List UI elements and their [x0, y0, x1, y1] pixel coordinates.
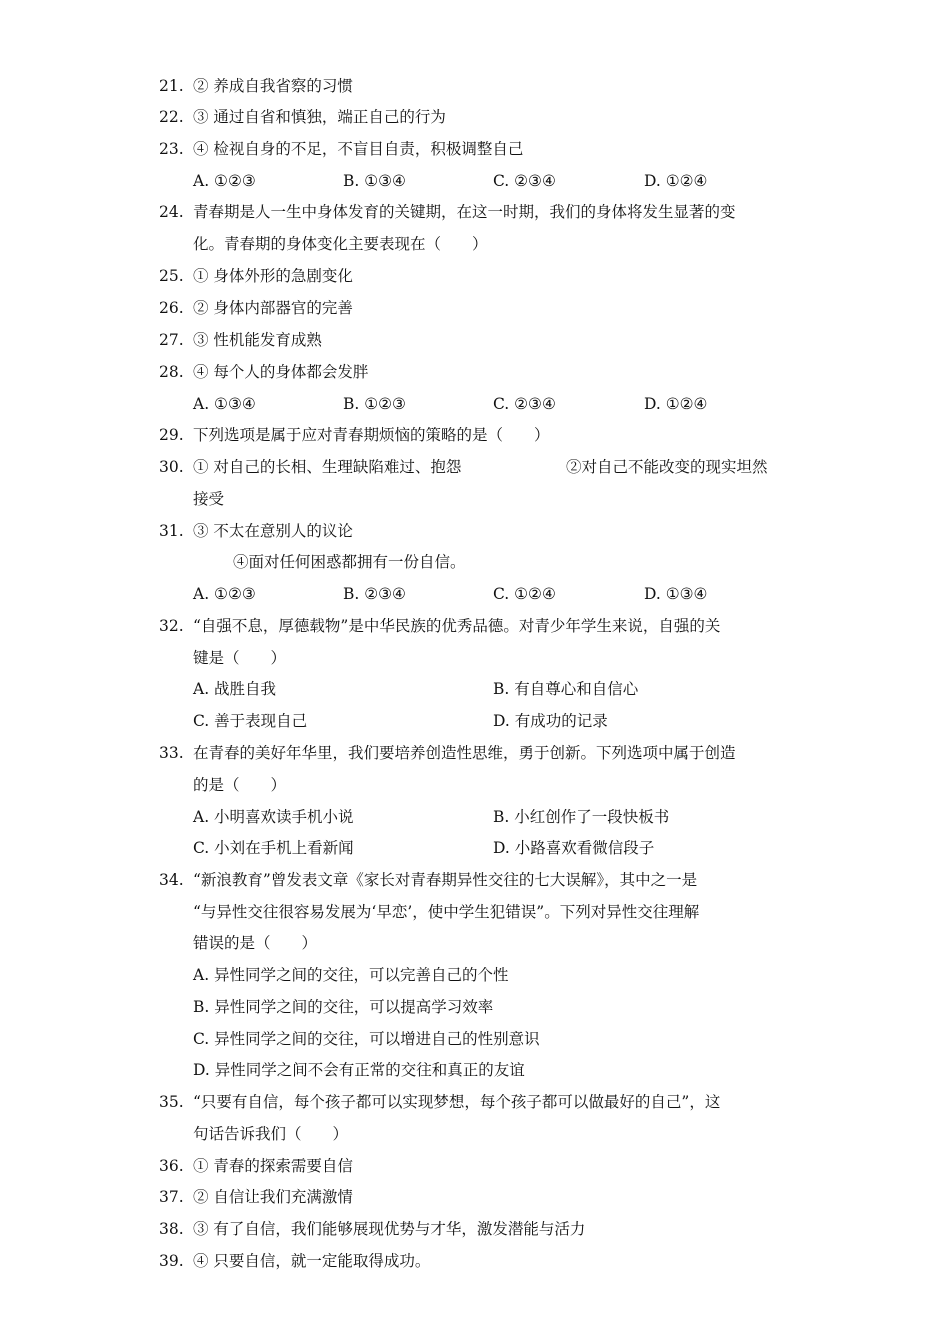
- line-text: ② 自信让我们充满激情: [193, 1188, 353, 1206]
- line-number: 26.: [159, 299, 184, 317]
- options-row-31: [0, 582, 950, 606]
- line-number: 31.: [159, 522, 184, 540]
- line-text: 在青春的美好年华里，我们要培养创造性思维，勇于创新。下列选项中属于创造: [193, 744, 736, 762]
- option-a: A. 战胜自我: [193, 680, 277, 698]
- option-a: A. ①③④: [193, 395, 256, 413]
- question-line-31-cont: [0, 550, 950, 574]
- line-text: 下列选项是属于应对青春期烦恼的策略的是（ ）: [193, 426, 550, 444]
- line-text: ② 养成自我省察的习惯: [193, 77, 353, 95]
- line-number: 21.: [159, 77, 184, 95]
- line-text: “只要有自信，每个孩子都可以实现梦想，每个孩子都可以做最好的自己”，这: [193, 1093, 721, 1111]
- line-number: 22.: [159, 108, 184, 126]
- option-a: A. ①②③: [193, 172, 256, 190]
- option-c: C. 小刘在手机上看新闻: [193, 839, 354, 857]
- line-text: ③ 不太在意别人的议论: [193, 522, 353, 540]
- option-c: C. 异性同学之间的交往，可以增进自己的性别意识: [193, 1030, 540, 1048]
- option-d: D. 异性同学之间不会有正常的交往和真正的友谊: [193, 1061, 525, 1079]
- options-row-32-ab: [0, 677, 950, 701]
- line-text: 句话告诉我们（ ）: [193, 1125, 349, 1143]
- option-b: B. ①③④: [343, 172, 406, 190]
- line-number: 25.: [159, 267, 184, 285]
- line-text: ③ 通过自省和慎独，端正自己的行为: [193, 108, 446, 126]
- line-text: 接受: [193, 490, 225, 508]
- line-text: 错误的是（ ）: [193, 934, 318, 952]
- line-number: 23.: [159, 140, 184, 158]
- option-c: C. 善于表现自己: [193, 712, 308, 730]
- line-number: 32.: [159, 617, 184, 635]
- line-text: ④ 每个人的身体都会发胖: [193, 363, 369, 381]
- line-text: ① 身体外形的急剧变化: [193, 267, 353, 285]
- option-d: D. ①③④: [644, 585, 708, 603]
- option-b: B. 小红创作了一段快板书: [493, 808, 670, 826]
- option-b: B. 异性同学之间的交往，可以提高学习效率: [193, 998, 494, 1016]
- options-row-32-cd: [0, 709, 950, 733]
- option-d: D. 有成功的记录: [493, 712, 608, 730]
- line-text: 化。青春期的身体变化主要表现在（ ）: [193, 235, 488, 253]
- line-text: ③ 有了自信，我们能够展现优势与才华，激发潜能与活力: [193, 1220, 586, 1238]
- options-row-28: [0, 392, 950, 416]
- line-number: 36.: [159, 1157, 184, 1175]
- line-number: 28.: [159, 363, 184, 381]
- line-number: 39.: [159, 1252, 184, 1270]
- line-number: 30.: [159, 458, 184, 476]
- line-number: 34.: [159, 871, 184, 889]
- option-d: D. ①②④: [644, 395, 708, 413]
- line-text: 的是（ ）: [193, 776, 287, 794]
- option-d: D. 小路喜欢看微信段子: [493, 839, 655, 857]
- line-text: ④ 检视自身的不足，不盲目自责，积极调整自己: [193, 140, 524, 158]
- option-c: C. ②③④: [493, 172, 556, 190]
- line-text: ④面对任何困惑都拥有一份自信。: [233, 553, 466, 571]
- line-number: 33.: [159, 744, 184, 762]
- option-b: B. ①②③: [343, 395, 406, 413]
- line-number: 29.: [159, 426, 184, 444]
- option-b: B. 有自尊心和自信心: [493, 680, 639, 698]
- option-a: A. ①②③: [193, 585, 256, 603]
- question-line-30: [0, 455, 950, 479]
- option-d: D. ①②④: [644, 172, 708, 190]
- option-a: A. 小明喜欢读手机小说: [193, 808, 354, 826]
- line-text: 键是（ ）: [193, 649, 287, 667]
- options-row-33-ab: [0, 805, 950, 829]
- line-number: 27.: [159, 331, 184, 349]
- line-text: “与异性交往很容易发展为‘早恋’，使中学生犯错误”。下列对异性交往理解: [193, 903, 700, 921]
- line-text: “新浪教育”曾发表文章《家长对青春期异性交往的七大误解》，其中之一是: [193, 871, 698, 889]
- line-text: ① 青春的探索需要自信: [193, 1157, 353, 1175]
- line-text: ④ 只要自信，就一定能取得成功。: [193, 1252, 431, 1270]
- options-row-23: [0, 169, 950, 193]
- line-text: “自强不息，厚德载物”是中华民族的优秀品德。对青少年学生来说，自强的关: [193, 617, 721, 635]
- line-number: 24.: [159, 203, 184, 221]
- line-text: ③ 性机能发育成熟: [193, 331, 322, 349]
- options-row-33-cd: [0, 836, 950, 860]
- option-b: B. ②③④: [343, 585, 406, 603]
- line-number: 38.: [159, 1220, 184, 1238]
- option-a: A. 异性同学之间的交往，可以完善自己的个性: [193, 966, 509, 984]
- line-text-second: ②对自己不能改变的现实坦然: [566, 458, 768, 476]
- line-number: 37.: [159, 1188, 184, 1206]
- option-c: C. ①②④: [493, 585, 556, 603]
- option-c: C. ②③④: [493, 395, 556, 413]
- line-text: ① 对自己的长相、生理缺陷难过、抱怨: [193, 458, 462, 476]
- line-text: 青春期是人一生中身体发育的关键期，在这一时期，我们的身体将发生显著的变: [193, 203, 736, 221]
- line-number: 35.: [159, 1093, 184, 1111]
- line-text: ② 身体内部器官的完善: [193, 299, 353, 317]
